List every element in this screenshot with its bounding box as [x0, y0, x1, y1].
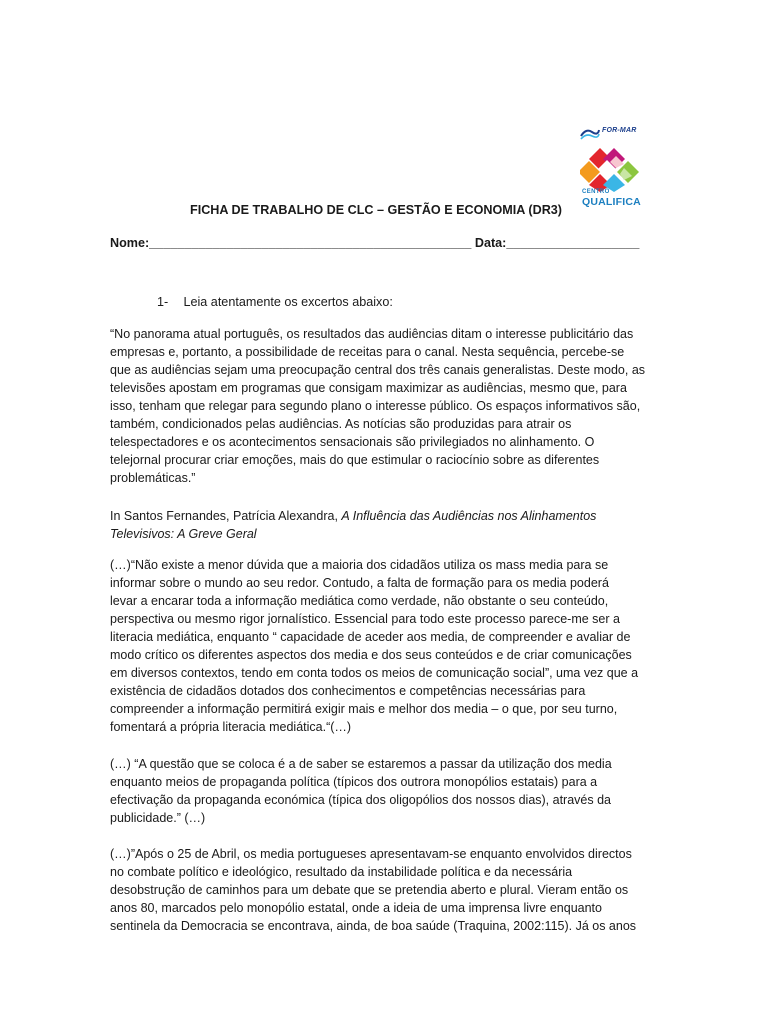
excerpt-line: também, condicionados pelas audiências. As notícias são produzidas para atrair os — [110, 417, 572, 431]
excerpt-line: fomentará a própria literacia mediática.“(…) — [110, 720, 352, 734]
excerpt-line: enquanto meios de propaganda política (típicos dos outrora monopólios estatais) para a — [110, 775, 598, 789]
name-date-line: Nome:______________________________________________ Data:___________________ — [110, 236, 640, 250]
excerpt-line: em diversos contextos, tendo em conta todos os meios de comunicação social”, uma vez que a — [110, 666, 639, 680]
excerpt-line: isso, tenham que relegar para segundo plano o interesse público. Os espaços informativos são, — [110, 399, 641, 413]
excerpt-line: modo crítico os diferentes aspectos dos media e dos seus conteúdos e de criar comunicações — [110, 648, 632, 662]
citation-title-part-2: Televisivos: A Greve Geral — [110, 527, 257, 541]
excerpt-line: publicidade.” (…) — [110, 811, 206, 825]
citation-line — [110, 525, 658, 543]
excerpt-line: literacia mediática, enquanto “ capacidade de aceder aos media, de compreender e avaliar de — [110, 630, 631, 644]
formar-wave-icon — [580, 126, 600, 142]
worksheet-title: FICHA DE TRABALHO DE CLC – GESTÃO E ECONOMIA (DR3) — [190, 203, 562, 217]
excerpt-line: telejornal procurar criar emoções, mais do que estimular o raciocínio sobre as diferentes — [110, 453, 600, 467]
excerpt-line: sentinela da Democracia se encontrava, ainda, de boa saúde (Traquina, 2002:115). Já os anos — [110, 919, 637, 933]
excerpt-4 — [110, 845, 658, 935]
excerpt-3 — [110, 755, 658, 827]
excerpt-line: que as audiências sejam uma preocupação central dos três canais generalistas. Deste modo, as — [110, 363, 646, 377]
excerpt-line: (…)“Não existe a menor dúvida que a maioria dos cidadãos utiliza os mass media para se — [110, 558, 609, 572]
excerpt-line: empresas e, portanto, a possibilidade de receitas para o canal. Nesta sequência, percebe-se — [110, 345, 625, 359]
excerpt-line: compreender a informação permitirá exigir mais e melhor dos media – o que, por seu turno, — [110, 702, 618, 716]
excerpt-line: televisões apostam em programas que consigam maximizar as audiências, mesmo que, para — [110, 381, 627, 395]
excerpt-line: problemáticas.” — [110, 471, 196, 485]
citation-line — [110, 507, 658, 525]
qualifica-label: QUALIFICA — [582, 196, 641, 208]
excerpt-line: efectivação da propaganda económica (típica dos oligopólios dos nossos dias), através da — [110, 793, 612, 807]
excerpt-line: informar sobre o mundo ao seu redor. Contudo, a falta de formação para os media poderá — [110, 576, 609, 590]
citation-author: In Santos Fernandes, Patrícia Alexandra, — [110, 509, 342, 523]
formar-logo — [580, 126, 642, 142]
formar-label: FOR-MAR — [602, 127, 637, 134]
excerpt-line: “No panorama atual português, os resultados das audiências ditam o interesse publicitário das — [110, 327, 634, 341]
excerpt-line: (…) “A questão que se coloca é a de saber se estaremos a passar da utilização dos media — [110, 757, 612, 771]
excerpt-line: desobstrução de caminhos para um debate que se pretendia aberto e plural. Vieram então os — [110, 883, 629, 897]
question-text: Leia atentamente os excertos abaixo: — [183, 295, 393, 309]
excerpt-1 — [110, 325, 658, 487]
source-citation — [110, 507, 658, 543]
excerpt-line: (…)”Após o 25 de Abril, os media portugueses apresentavam-se enquanto envolvidos directos — [110, 847, 632, 861]
centro-qualifica-logo — [576, 122, 646, 214]
citation-title-part-1: A Influência das Audiências nos Alinhamentos — [341, 509, 597, 523]
question-1 — [157, 295, 393, 309]
question-number: 1- — [157, 295, 169, 309]
excerpt-line: existência de cidadãos dotados dos conhecimentos e competências necessárias para — [110, 684, 586, 698]
excerpt-line: levar a encarar toda a informação mediática como verdade, não obstante o seu conteúdo, — [110, 594, 609, 608]
centro-label: CENTRO — [582, 189, 610, 195]
excerpt-2 — [110, 556, 658, 736]
excerpt-line: perspectiva ou mesmo rigor jornalístico. Essencial para todo este processo parece-me ser a — [110, 612, 620, 626]
excerpt-line: anos 80, marcados pelo monopólio estatal, onde a ideia de uma imprensa livre enquanto — [110, 901, 602, 915]
excerpt-line: no combate político e ideológico, resultado da instabilidade política e da necessária — [110, 865, 573, 879]
excerpt-line: telespectadores e os acontecimentos sensacionais são privilegiados no alinhamento. O — [110, 435, 595, 449]
qualifica-diamond-icon — [580, 146, 642, 192]
